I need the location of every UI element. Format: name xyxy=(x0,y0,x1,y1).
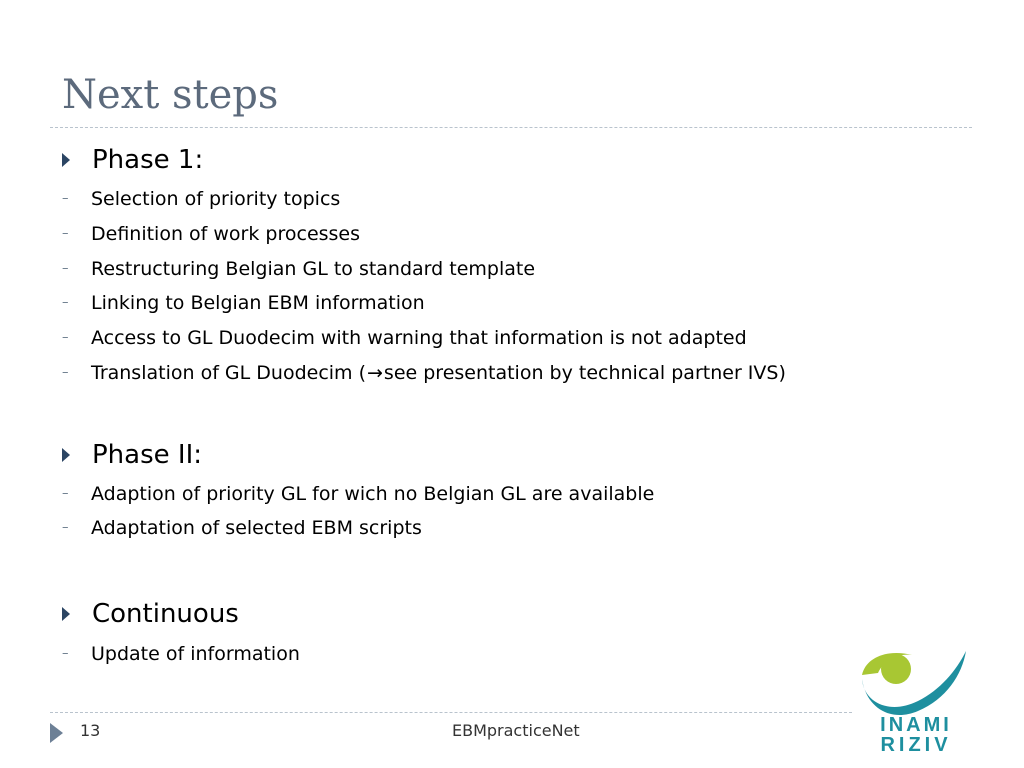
list-item xyxy=(62,221,360,247)
list-item-text: Update of information xyxy=(91,643,300,665)
bullet-arrow-icon xyxy=(62,153,70,167)
title-divider xyxy=(50,127,972,128)
bullet-arrow-icon xyxy=(62,448,70,462)
list-item-text: Restructuring Belgian GL to standard template xyxy=(91,258,536,280)
list-item-text: Access to GL Duodecim with warning that information is not adapted xyxy=(91,327,747,349)
dash-bullet: – xyxy=(62,191,69,206)
list-item-text: Adaption of priority GL for wich no Belgian GL are available xyxy=(91,483,655,505)
list-item xyxy=(62,186,340,212)
logo-text-line-1: INAMI xyxy=(880,714,952,736)
list-item-text-part: see presentation by technical partner IVS) xyxy=(383,362,786,384)
footer-divider xyxy=(50,712,852,713)
bullet-arrow-icon xyxy=(62,607,70,621)
list-item xyxy=(62,481,654,507)
list-item-text: Definition of work processes xyxy=(91,223,361,245)
footer-triangle-icon xyxy=(50,723,63,743)
inami-riziv-logo xyxy=(860,645,972,757)
list-item-text-part: Translation of GL Duodecim ( xyxy=(91,362,366,384)
list-item-text: Adaptation of selected EBM scripts xyxy=(91,517,422,539)
list-item-text: Selection of priority topics xyxy=(91,188,341,210)
section-heading-continuous xyxy=(62,599,239,629)
logo-text-line-2: RIZIV xyxy=(880,734,952,756)
dash-bullet: – xyxy=(62,295,69,310)
list-item xyxy=(62,360,786,386)
section-heading-phase-1 xyxy=(62,145,203,175)
dash-bullet: – xyxy=(62,330,69,345)
slide-title: Next steps xyxy=(62,72,279,118)
dash-bullet: – xyxy=(62,365,69,380)
list-item xyxy=(62,256,535,282)
section-heading-label: Continuous xyxy=(92,599,239,629)
dash-bullet: – xyxy=(62,226,69,241)
right-arrow-icon: → xyxy=(367,362,383,384)
dash-bullet: – xyxy=(62,646,69,661)
list-item xyxy=(62,641,300,667)
list-item-text xyxy=(91,360,786,386)
list-item xyxy=(62,325,747,351)
section-heading-label: Phase II: xyxy=(92,440,202,470)
dash-bullet: – xyxy=(62,261,69,276)
logo-circle-shape xyxy=(881,654,911,684)
list-item xyxy=(62,290,425,316)
footer-text: EBMpracticeNet xyxy=(452,721,580,740)
page-number: 13 xyxy=(80,721,101,740)
list-item xyxy=(62,515,422,541)
section-heading-label: Phase 1: xyxy=(92,145,204,175)
list-item-text: Linking to Belgian EBM information xyxy=(91,292,425,314)
dash-bullet: – xyxy=(62,486,69,501)
dash-bullet: – xyxy=(62,520,69,535)
section-heading-phase-2 xyxy=(62,440,202,470)
